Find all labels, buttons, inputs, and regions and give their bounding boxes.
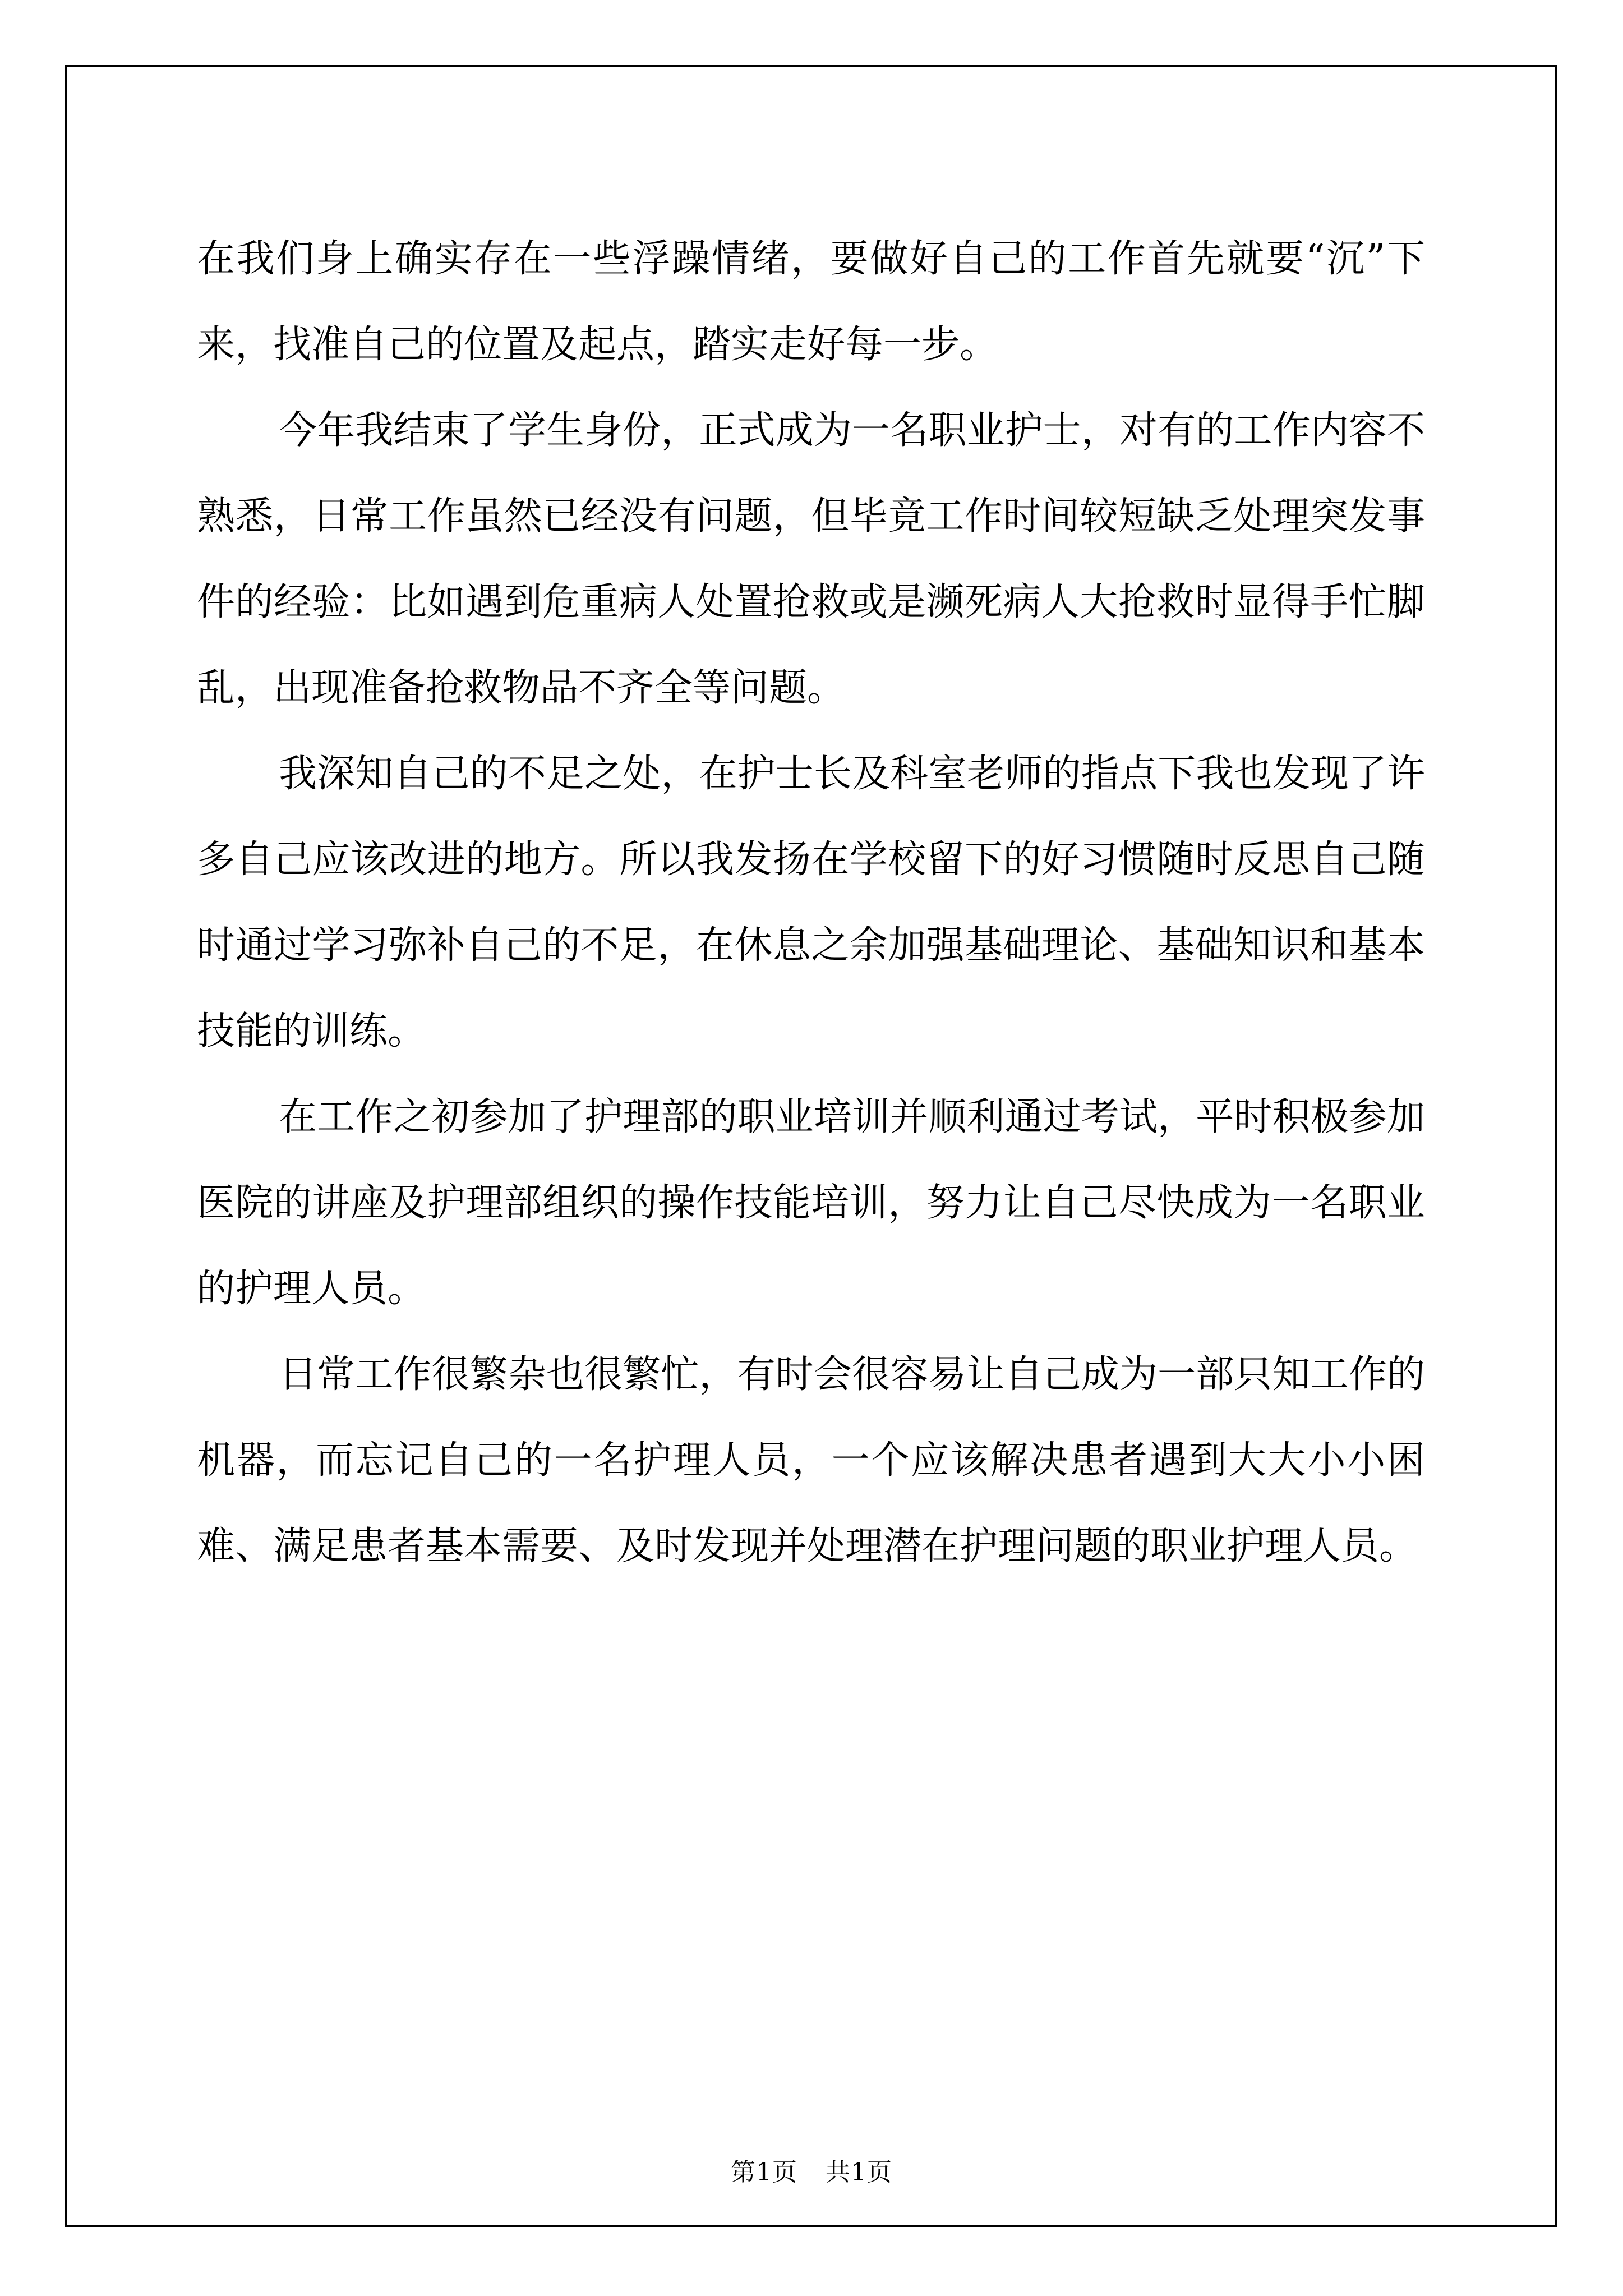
paragraph-5: 日常工作很繁杂也很繁忙，有时会很容易让自己成为一部只知工作的机器，而忘记自己的一名护理人员，一个应该解决患者遇到大大小小困难、满足患者基本需要、及时发现并处理潜在护理问题的职业护理人员。 bbox=[197, 1352, 1425, 1568]
page-footer bbox=[0, 2152, 1623, 2188]
paragraph-1: 在我们身上确实存在一些浮躁情绪，要做好自己的工作首先就要“沉”下来，找准自己的位置及起点，踏实走好每一步。 bbox=[197, 237, 1425, 367]
page-total-label: 共1页 bbox=[826, 2158, 892, 2187]
page-number-label: 第1页 bbox=[731, 2158, 797, 2187]
paragraph-3: 我深知自己的不足之处，在护士长及科室老师的指点下我也发现了许多自己应该改进的地方。所以我发扬在学校留下的好习惯随时反思自己随时通过学习弥补自己的不足，在休息之余加强基础理论、基础知识和基本技能的训练。 bbox=[197, 752, 1425, 1053]
document-body bbox=[197, 216, 1425, 1589]
paragraph-2: 今年我结束了学生身份，正式成为一名职业护士，对有的工作内容不熟悉，日常工作虽然已经没有问题，但毕竟工作时间较短缺乏处理突发事件的经验：比如遇到危重病人处置抢救或是濒死病人大抢救时显得手忙脚乱，出现准备抢救物品不齐全等问题。 bbox=[197, 408, 1425, 710]
paragraph-4: 在工作之初参加了护理部的职业培训并顺利通过考试，平时积极参加医院的讲座及护理部组织的操作技能培训，努力让自己尽快成为一名职业的护理人员。 bbox=[197, 1095, 1425, 1311]
